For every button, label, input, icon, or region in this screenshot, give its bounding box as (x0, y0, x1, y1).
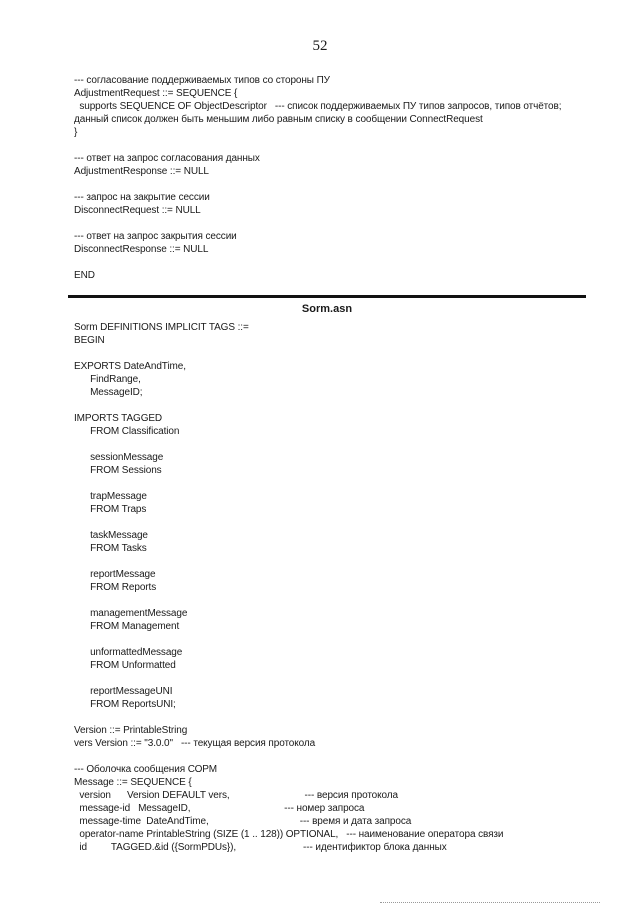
code-line: FROM Traps (74, 504, 147, 515)
code-line: FROM ReportsUNI; (74, 699, 176, 710)
code-line: sessionMessage (74, 452, 164, 463)
code-line: FROM Unformatted (74, 660, 176, 671)
code-line (74, 139, 594, 152)
code-line: --- Оболочка сообщения СОРМ (74, 764, 217, 775)
code-line: Sorm DEFINITIONS IMPLICIT TAGS ::= (74, 322, 249, 333)
code-line: IMPORTS TAGGED (74, 413, 163, 424)
code-line: --- ответ на запрос согласования данных (74, 153, 260, 164)
code-line: --- согласование поддерживаемых типов со стороны ПУ (74, 75, 330, 86)
code-line (74, 555, 594, 568)
code-line (74, 711, 594, 724)
section-divider (68, 295, 586, 298)
code-line: managementMessage (74, 608, 188, 619)
code-line: message-time DateAndTime, --- время и дата запроса (74, 816, 412, 827)
code-line (74, 217, 594, 230)
code-line: данный список должен быть меньшим либо равным списку в сообщении ConnectRequest (74, 114, 483, 125)
code-line: taskMessage (74, 530, 148, 541)
code-line (74, 672, 594, 685)
code-line: EXPORTS DateAndTime, (74, 361, 186, 372)
code-line: message-id MessageID, --- номер запроса (74, 803, 365, 814)
code-line: DisconnectResponse ::= NULL (74, 244, 209, 255)
code-line: FindRange, (74, 374, 141, 385)
code-line (74, 399, 594, 412)
code-line (74, 633, 594, 646)
code-line (74, 178, 594, 191)
code-line (74, 516, 594, 529)
code-line (74, 438, 594, 451)
code-line: vers Version ::= "3.0.0" --- текущая версия протокола (74, 738, 316, 749)
code-line: AdjustmentResponse ::= NULL (74, 166, 209, 177)
code-line: BEGIN (74, 335, 105, 346)
top-code-block (74, 74, 594, 282)
code-line: reportMessageUNI (74, 686, 173, 697)
code-line: operator-name PrintableString (SIZE (1 .. 128)) OPTIONAL, --- наименование оператора связи (74, 829, 504, 840)
code-line (74, 594, 594, 607)
code-line: FROM Tasks (74, 543, 147, 554)
code-line: Version ::= PrintableString (74, 725, 188, 736)
code-line (74, 750, 594, 763)
code-line: END (74, 270, 95, 281)
section-title: Sorm.asn (301, 303, 353, 315)
code-line: Message ::= SEQUENCE { (74, 777, 192, 788)
sorm-code-block (74, 321, 594, 854)
code-line: --- ответ на запрос закрытия сессии (74, 231, 237, 242)
code-line: AdjustmentRequest ::= SEQUENCE { (74, 88, 238, 99)
code-line: --- запрос на закрытие сессии (74, 192, 210, 203)
code-line (74, 477, 594, 490)
code-line (74, 256, 594, 269)
code-line: FROM Sessions (74, 465, 162, 476)
code-line: FROM Classification (74, 426, 180, 437)
code-line: MessageID; (74, 387, 143, 398)
code-line: supports SEQUENCE OF ObjectDescriptor --- список поддерживаемых ПУ типов запросов, типов отчётов; (74, 101, 562, 112)
code-line: reportMessage (74, 569, 156, 580)
code-line: unformattedMessage (74, 647, 183, 658)
code-line: trapMessage (74, 491, 147, 502)
code-line: } (74, 127, 78, 138)
code-line: FROM Reports (74, 582, 157, 593)
scan-edge-dots (380, 902, 600, 904)
code-line: id TAGGED.&id ({SormPDUs}), --- идентификтор блока данных (74, 842, 447, 853)
code-line: version Version DEFAULT vers, --- версия протокола (74, 790, 398, 801)
code-line: DisconnectRequest ::= NULL (74, 205, 201, 216)
page-number: 52 (312, 38, 328, 54)
code-line: FROM Management (74, 621, 180, 632)
code-line (74, 347, 594, 360)
